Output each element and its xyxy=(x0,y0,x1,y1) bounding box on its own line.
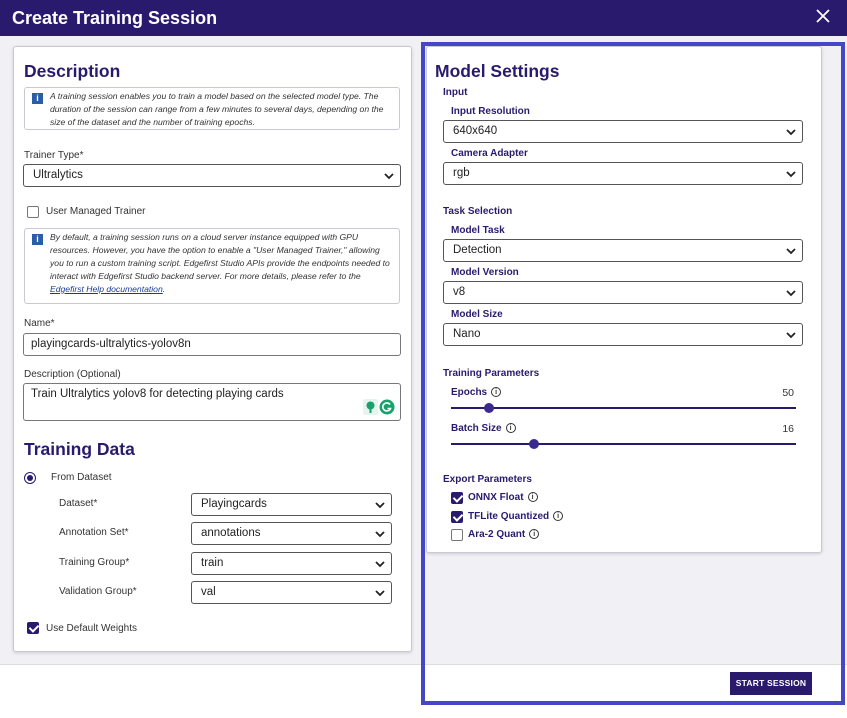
managed-info-text: By default, a training session runs on a cloud server instance equipped with GPU resources. However, you have the option to enable a "User Managed Trainer," allowing you to run a custom training script. Edgefirst Studio APIs provide the endpoints needed to interact with Edgefirst Studio backend server. For more details, please refer to the xyxy=(50,232,390,281)
trainer-type-value: Ultralytics xyxy=(33,169,83,181)
model-task-select[interactable] xyxy=(443,239,803,262)
chevron-down-icon xyxy=(786,127,796,137)
model-size-label: Model Size xyxy=(451,309,503,320)
validation-group-value: val xyxy=(201,586,216,598)
ara2-quant-checkbox[interactable] xyxy=(451,529,463,541)
default-weights-label: Use Default Weights xyxy=(46,623,137,634)
input-heading: Input xyxy=(443,87,468,98)
camera-adapter-select[interactable] xyxy=(443,162,803,185)
batch-size-slider-thumb[interactable] xyxy=(529,439,539,449)
input-resolution-select[interactable] xyxy=(443,120,803,143)
training-group-select[interactable] xyxy=(191,552,392,575)
tflite-quantized-label: TFLite Quantized xyxy=(468,511,550,522)
title-bar xyxy=(0,0,847,36)
info-box xyxy=(24,87,400,130)
info-text: A training session enables you to train a model based on the selected model type. The duration of the session can range from a few minutes to several days, depending on the size of the dataset and the number of training epochs. xyxy=(50,91,384,127)
ara2-quant-label: Ara-2 Quant xyxy=(468,529,526,540)
description-textarea[interactable] xyxy=(23,383,401,421)
camera-adapter-value: rgb xyxy=(453,167,470,179)
ara2-quant-row xyxy=(468,529,539,540)
epochs-slider-track[interactable] xyxy=(451,407,796,409)
name-label: Name* xyxy=(24,318,55,329)
batch-size-slider[interactable] xyxy=(451,438,796,450)
epochs-slider[interactable] xyxy=(451,402,796,414)
dialog-footer xyxy=(0,664,847,718)
batch-size-label-row xyxy=(451,423,516,434)
dataset-label: Dataset* xyxy=(59,498,98,509)
dataset-select[interactable] xyxy=(191,493,392,516)
chevron-down-icon xyxy=(786,330,796,340)
info-circle-icon[interactable]: i xyxy=(529,529,539,539)
training-data-heading: Training Data xyxy=(24,439,135,459)
from-dataset-radio[interactable] xyxy=(24,472,36,484)
epochs-slider-thumb[interactable] xyxy=(484,403,494,413)
description-heading: Description xyxy=(24,61,121,81)
help-documentation-link[interactable]: Edgefirst Help documentation xyxy=(50,284,163,294)
validation-group-select[interactable] xyxy=(191,581,392,604)
export-parameters-heading: Export Parameters xyxy=(443,474,532,485)
user-managed-label: User Managed Trainer xyxy=(46,206,146,217)
training-group-value: train xyxy=(201,557,224,569)
onnx-float-label: ONNX Float xyxy=(468,492,524,503)
annotation-set-label: Annotation Set* xyxy=(59,527,129,538)
description-label: Description (Optional) xyxy=(24,369,121,380)
model-settings-panel xyxy=(426,46,822,553)
chevron-down-icon xyxy=(786,169,796,179)
model-size-select[interactable] xyxy=(443,323,803,346)
info-icon: i xyxy=(32,234,43,245)
model-size-value: Nano xyxy=(453,328,481,340)
training-parameters-heading: Training Parameters xyxy=(443,368,540,379)
trainer-type-select[interactable] xyxy=(23,164,401,187)
chevron-down-icon xyxy=(786,246,796,256)
epochs-value: 50 xyxy=(782,387,794,399)
chevron-down-icon xyxy=(375,588,385,598)
info-circle-icon[interactable]: i xyxy=(528,492,538,502)
start-session-button[interactable]: START SESSION xyxy=(730,672,812,695)
chevron-down-icon xyxy=(384,171,394,181)
tflite-quantized-row xyxy=(468,511,563,522)
input-resolution-label: Input Resolution xyxy=(451,106,530,117)
onnx-float-checkbox[interactable] xyxy=(451,492,463,504)
epochs-label-row xyxy=(451,387,501,398)
default-weights-checkbox[interactable] xyxy=(27,622,39,634)
model-version-select[interactable] xyxy=(443,281,803,304)
batch-size-label: Batch Size xyxy=(451,423,502,434)
tflite-quantized-checkbox[interactable] xyxy=(451,511,463,523)
dialog-title: Create Training Session xyxy=(12,8,218,28)
batch-size-value: 16 xyxy=(782,423,794,435)
managed-info-end: . xyxy=(162,284,166,294)
info-circle-icon[interactable]: i xyxy=(506,423,516,433)
model-version-value: v8 xyxy=(453,286,466,298)
grammarly-icon[interactable] xyxy=(363,399,395,415)
managed-info-box xyxy=(24,228,400,304)
info-icon: i xyxy=(32,93,43,104)
chevron-down-icon xyxy=(375,529,385,539)
user-managed-checkbox[interactable] xyxy=(27,206,39,218)
model-settings-heading: Model Settings xyxy=(435,61,560,81)
input-resolution-value: 640x640 xyxy=(453,125,498,137)
description-panel xyxy=(13,46,412,652)
close-icon[interactable] xyxy=(815,8,831,24)
chevron-down-icon xyxy=(786,288,796,298)
validation-group-label: Validation Group* xyxy=(59,586,137,597)
model-task-value: Detection xyxy=(453,244,502,256)
chevron-down-icon xyxy=(375,500,385,510)
info-circle-icon[interactable]: i xyxy=(491,387,501,397)
chevron-down-icon xyxy=(375,559,385,569)
name-input[interactable]: playingcards-ultralytics-yolov8n xyxy=(23,333,401,356)
task-selection-heading: Task Selection xyxy=(443,206,513,217)
model-version-label: Model Version xyxy=(451,267,519,278)
model-task-label: Model Task xyxy=(451,225,505,236)
annotation-set-value: annotations xyxy=(201,527,261,539)
onnx-float-row xyxy=(468,492,538,503)
from-dataset-label: From Dataset xyxy=(51,472,112,483)
trainer-type-label: Trainer Type* xyxy=(24,150,84,161)
annotation-set-select[interactable] xyxy=(191,522,392,545)
training-group-label: Training Group* xyxy=(59,557,130,568)
epochs-label: Epochs xyxy=(451,387,488,398)
dataset-value: Playingcards xyxy=(201,498,267,510)
info-circle-icon[interactable]: i xyxy=(553,511,563,521)
batch-size-slider-track[interactable] xyxy=(451,443,796,445)
description-value: Train Ultralytics yolov8 for detecting playing cards xyxy=(31,388,284,400)
camera-adapter-label: Camera Adapter xyxy=(451,148,528,159)
